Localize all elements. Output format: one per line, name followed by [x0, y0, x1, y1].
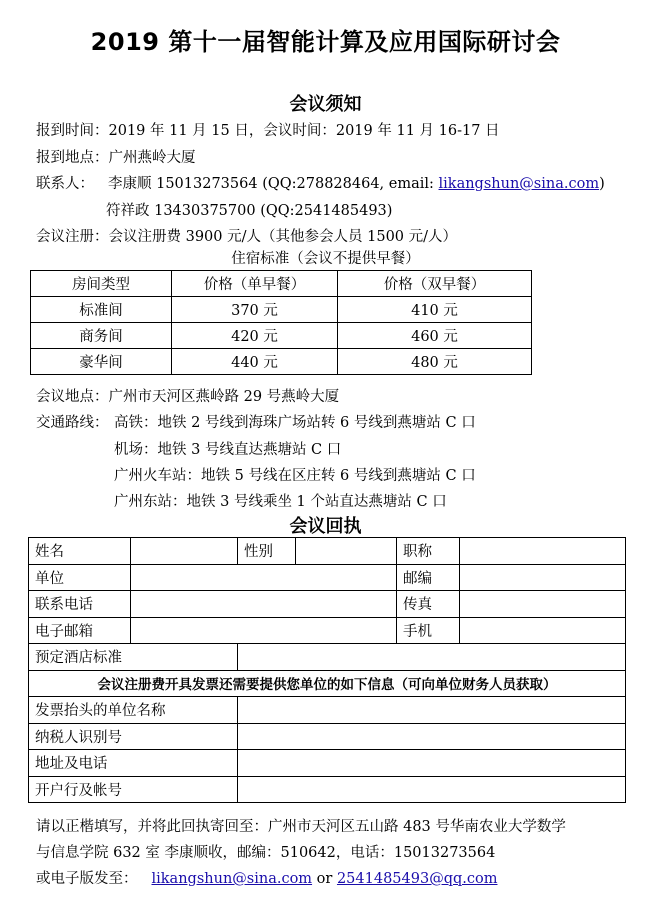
- contact-line-1: [36, 172, 605, 193]
- hotel-table: [30, 270, 532, 375]
- table-row: [29, 697, 626, 724]
- bank-account-label: 开户行及帐号: [29, 776, 238, 803]
- table-cell: 480 元: [338, 349, 532, 375]
- name-label: 姓名: [29, 538, 131, 565]
- fax-label: 传真: [397, 591, 460, 618]
- phone-label: 联系电话: [29, 591, 131, 618]
- gender-field[interactable]: [296, 538, 397, 565]
- transport-item: 广州火车站：地铁 5 号线在区庄转 6 号线到燕塘站 C 口: [114, 468, 476, 484]
- footer-line-1: 请以正楷填写，并将此回执寄回至：广州市天河区五山路 483 号华南农业大学数学: [36, 819, 566, 835]
- table-cell: 460 元: [338, 323, 532, 349]
- table-header-row: [31, 271, 532, 297]
- postcode-label: 邮编: [397, 564, 460, 591]
- address-phone-field[interactable]: [238, 750, 626, 777]
- reply-heading: 会议回执: [289, 516, 362, 537]
- mobile-field[interactable]: [460, 617, 626, 644]
- phone-field[interactable]: [131, 591, 397, 618]
- bank-account-field[interactable]: [238, 776, 626, 803]
- postcode-field[interactable]: [460, 564, 626, 591]
- tax-id-field[interactable]: [238, 723, 626, 750]
- unit-label: 单位: [29, 564, 131, 591]
- footer-email-2-link[interactable]: 2541485493@qq.com: [336, 871, 498, 887]
- table-header-cell: 价格（单早餐）: [172, 271, 338, 297]
- registration-fee: 会议注册：会议注册费 3900 元/人（其他参会人员 1500 元/人）: [36, 229, 458, 245]
- table-cell: 370 元: [172, 297, 338, 323]
- name-field[interactable]: [131, 538, 238, 565]
- title-field[interactable]: [460, 538, 626, 565]
- table-row: [29, 591, 626, 618]
- table-row: [29, 564, 626, 591]
- table-row: [31, 323, 532, 349]
- registration-time: 报到时间：2019 年 11 月 15 日，会议时间：2019 年 11 月 16-17 日: [36, 123, 500, 139]
- footer-prefix: 或电子版发至：: [36, 871, 138, 887]
- transport-label: 交通路线：: [36, 415, 109, 431]
- hotel-heading: 住宿标准（会议不提供早餐）: [231, 251, 420, 267]
- tax-id-label: 纳税人识别号: [29, 723, 238, 750]
- table-row: [29, 670, 626, 697]
- table-row: [29, 538, 626, 565]
- reply-form-table: [28, 537, 626, 803]
- invoice-note: 会议注册费开具发票还需要提供您单位的如下信息（可向单位财务人员获取）: [29, 670, 626, 697]
- footer-line-2: 与信息学院 632 室 李康顺收，邮编：510642，电话：15013273564: [36, 845, 496, 861]
- hotel-standard-label: 预定酒店标准: [29, 644, 238, 671]
- table-row: [29, 723, 626, 750]
- fax-field[interactable]: [460, 591, 626, 618]
- footer-line-3: [36, 867, 497, 888]
- venue: 会议地点：广州市天河区燕岭路 29 号燕岭大厦: [36, 389, 340, 405]
- table-cell: 标准间: [31, 297, 172, 323]
- contact-label: 联系人：: [36, 176, 94, 192]
- unit-field[interactable]: [131, 564, 397, 591]
- table-cell: 410 元: [338, 297, 532, 323]
- footer-or: or: [312, 871, 337, 887]
- transport-item: 高铁：地铁 2 号线到海珠广场站转 6 号线到燕塘站 C 口: [114, 415, 476, 431]
- table-cell: 440 元: [172, 349, 338, 375]
- title-label: 职称: [397, 538, 460, 565]
- table-row: [29, 617, 626, 644]
- table-cell: 420 元: [172, 323, 338, 349]
- email-label: 电子邮箱: [29, 617, 131, 644]
- contact1-text: 李康顺 15013273564 (QQ:278828464, email:: [108, 176, 439, 192]
- table-header-cell: 价格（双早餐）: [338, 271, 532, 297]
- table-cell: 商务间: [31, 323, 172, 349]
- table-row: [31, 297, 532, 323]
- table-row: [31, 349, 532, 375]
- mobile-label: 手机: [397, 617, 460, 644]
- table-row: [29, 644, 626, 671]
- contact1-end: ): [599, 176, 605, 192]
- transport-item: 机场：地铁 3 号线直达燕塘站 C 口: [114, 442, 342, 458]
- hotel-standard-field[interactable]: [238, 644, 626, 671]
- footer-email-1-link[interactable]: likangshun@sina.com: [151, 871, 313, 887]
- table-header-cell: 房间类型: [31, 271, 172, 297]
- table-cell: 豪华间: [31, 349, 172, 375]
- gender-label: 性别: [238, 538, 296, 565]
- transport-item: 广州东站：地铁 3 号线乘坐 1 个站直达燕塘站 C 口: [114, 494, 447, 510]
- email-field[interactable]: [131, 617, 397, 644]
- table-row: [29, 750, 626, 777]
- address-phone-label: 地址及电话: [29, 750, 238, 777]
- table-row: [29, 776, 626, 803]
- contact-line-2: 符祥政 13430375700 (QQ:2541485493): [106, 203, 393, 219]
- notice-heading: 会议须知: [289, 94, 362, 115]
- registration-place: 报到地点：广州燕岭大厦: [36, 150, 196, 166]
- contact1-email-link[interactable]: likangshun@sina.com: [438, 176, 600, 192]
- invoice-unit-field[interactable]: [238, 697, 626, 724]
- invoice-unit-label: 发票抬头的单位名称: [29, 697, 238, 724]
- page-title: 2019 第十一届智能计算及应用国际研讨会: [90, 28, 561, 56]
